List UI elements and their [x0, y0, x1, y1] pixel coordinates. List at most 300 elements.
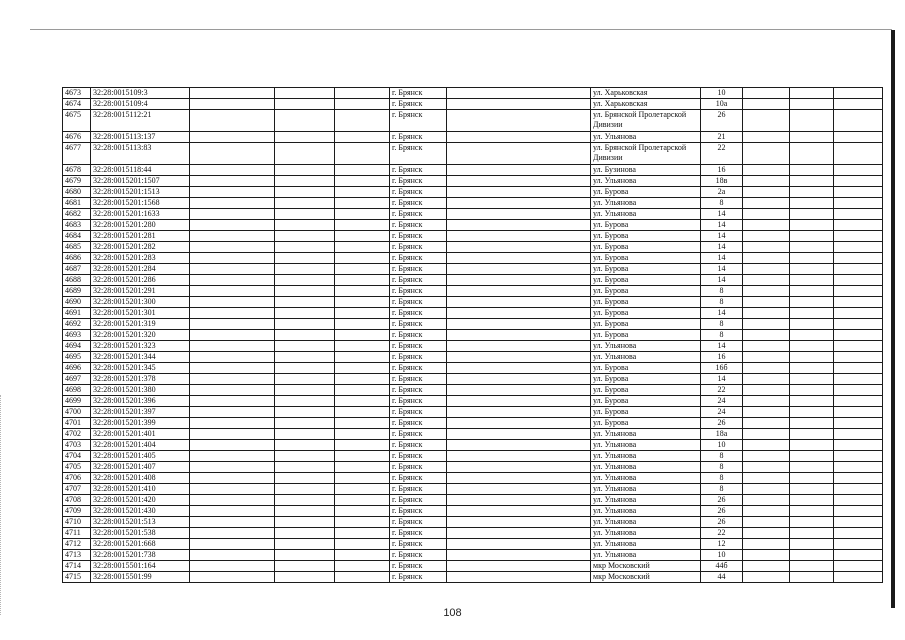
empty-cell — [190, 484, 275, 495]
empty-cell — [790, 528, 834, 539]
row-number-cell: 4713 — [63, 550, 91, 561]
cadastral-number-cell: 32:28:0015201:282 — [91, 242, 190, 253]
empty-cell — [275, 539, 335, 550]
empty-cell — [447, 99, 591, 110]
empty-cell — [190, 451, 275, 462]
empty-cell — [834, 187, 883, 198]
city-cell: г. Брянск — [390, 495, 447, 506]
empty-cell — [447, 165, 591, 176]
city-cell: г. Брянск — [390, 484, 447, 495]
street-cell: ул. Брянской Пролетарской Дивизии — [591, 143, 701, 165]
empty-cell — [743, 495, 790, 506]
street-cell: ул. Бурова — [591, 407, 701, 418]
empty-cell — [743, 165, 790, 176]
street-cell: ул. Ульянова — [591, 517, 701, 528]
empty-cell — [447, 451, 591, 462]
empty-cell — [790, 374, 834, 385]
street-cell: ул. Ульянова — [591, 352, 701, 363]
empty-cell — [743, 308, 790, 319]
table-row — [63, 484, 883, 495]
table-row — [63, 429, 883, 440]
page-number: 108 — [443, 607, 462, 619]
empty-cell — [190, 517, 275, 528]
empty-cell — [790, 143, 834, 165]
empty-cell — [335, 242, 390, 253]
empty-cell — [790, 561, 834, 572]
street-cell: мкр Московский — [591, 561, 701, 572]
row-number-cell: 4691 — [63, 308, 91, 319]
empty-cell — [447, 231, 591, 242]
empty-cell — [447, 286, 591, 297]
street-cell: ул. Ульянова — [591, 176, 701, 187]
house-number-cell: 24 — [701, 396, 743, 407]
street-cell: ул. Бурова — [591, 418, 701, 429]
empty-cell — [743, 385, 790, 396]
street-cell: ул. Бурова — [591, 374, 701, 385]
house-number-cell: 14 — [701, 264, 743, 275]
empty-cell — [275, 572, 335, 583]
empty-cell — [190, 132, 275, 143]
empty-cell — [275, 231, 335, 242]
house-number-cell: 26 — [701, 495, 743, 506]
empty-cell — [447, 418, 591, 429]
table-row — [63, 495, 883, 506]
empty-cell — [834, 440, 883, 451]
house-number-cell: 14 — [701, 242, 743, 253]
cadastral-number-cell: 32:28:0015201:319 — [91, 319, 190, 330]
house-number-cell: 8 — [701, 484, 743, 495]
table-row — [63, 341, 883, 352]
city-cell: г. Брянск — [390, 275, 447, 286]
empty-cell — [790, 275, 834, 286]
row-number-cell: 4689 — [63, 286, 91, 297]
table-row — [63, 308, 883, 319]
empty-cell — [790, 319, 834, 330]
empty-cell — [335, 99, 390, 110]
empty-cell — [190, 462, 275, 473]
empty-cell — [275, 385, 335, 396]
empty-cell — [190, 407, 275, 418]
empty-cell — [447, 363, 591, 374]
cadastral-number-cell: 32:28:0015201:407 — [91, 462, 190, 473]
table-row — [63, 462, 883, 473]
house-number-cell: 22 — [701, 385, 743, 396]
house-number-cell: 26 — [701, 506, 743, 517]
empty-cell — [834, 363, 883, 374]
cadastral-number-cell: 32:28:0015501:164 — [91, 561, 190, 572]
cadastral-number-cell: 32:28:0015201:378 — [91, 374, 190, 385]
table-row — [63, 253, 883, 264]
cadastral-number-cell: 32:28:0015201:345 — [91, 363, 190, 374]
empty-cell — [335, 462, 390, 473]
empty-cell — [790, 330, 834, 341]
city-cell: г. Брянск — [390, 374, 447, 385]
empty-cell — [834, 297, 883, 308]
street-cell: мкр Московский — [591, 572, 701, 583]
table-row — [63, 352, 883, 363]
street-cell: ул. Бурова — [591, 363, 701, 374]
city-cell: г. Брянск — [390, 429, 447, 440]
empty-cell — [834, 330, 883, 341]
table-row — [63, 506, 883, 517]
row-number-cell: 4706 — [63, 473, 91, 484]
house-number-cell: 12 — [701, 539, 743, 550]
empty-cell — [834, 165, 883, 176]
empty-cell — [447, 561, 591, 572]
empty-cell — [275, 297, 335, 308]
empty-cell — [743, 341, 790, 352]
city-cell: г. Брянск — [390, 462, 447, 473]
house-number-cell: 10 — [701, 88, 743, 99]
house-number-cell: 14 — [701, 341, 743, 352]
empty-cell — [743, 374, 790, 385]
empty-cell — [790, 473, 834, 484]
empty-cell — [190, 429, 275, 440]
street-cell: ул. Ульянова — [591, 341, 701, 352]
city-cell: г. Брянск — [390, 528, 447, 539]
empty-cell — [190, 264, 275, 275]
city-cell: г. Брянск — [390, 308, 447, 319]
empty-cell — [190, 440, 275, 451]
empty-cell — [335, 374, 390, 385]
empty-cell — [190, 308, 275, 319]
empty-cell — [190, 220, 275, 231]
empty-cell — [190, 319, 275, 330]
empty-cell — [447, 88, 591, 99]
empty-cell — [743, 275, 790, 286]
street-cell: ул. Бурова — [591, 264, 701, 275]
empty-cell — [335, 253, 390, 264]
cadastral-number-cell: 32:28:0015201:399 — [91, 418, 190, 429]
empty-cell — [790, 198, 834, 209]
empty-cell — [335, 561, 390, 572]
empty-cell — [743, 198, 790, 209]
empty-cell — [335, 308, 390, 319]
table-row — [63, 110, 883, 132]
empty-cell — [275, 407, 335, 418]
row-number-cell: 4700 — [63, 407, 91, 418]
row-number-cell: 4687 — [63, 264, 91, 275]
house-number-cell: 10а — [701, 99, 743, 110]
empty-cell — [790, 341, 834, 352]
empty-cell — [743, 528, 790, 539]
street-cell: ул. Ульянова — [591, 462, 701, 473]
empty-cell — [275, 198, 335, 209]
empty-cell — [834, 506, 883, 517]
cadastral-number-cell: 32:28:0015109:3 — [91, 88, 190, 99]
empty-cell — [275, 352, 335, 363]
empty-cell — [790, 286, 834, 297]
row-number-cell: 4710 — [63, 517, 91, 528]
table-row — [63, 132, 883, 143]
empty-cell — [743, 462, 790, 473]
house-number-cell: 44 — [701, 572, 743, 583]
empty-cell — [190, 143, 275, 165]
empty-cell — [335, 110, 390, 132]
empty-cell — [743, 440, 790, 451]
row-number-cell: 4705 — [63, 462, 91, 473]
row-number-cell: 4715 — [63, 572, 91, 583]
house-number-cell: 14 — [701, 308, 743, 319]
street-cell: ул. Бурова — [591, 220, 701, 231]
empty-cell — [834, 264, 883, 275]
empty-cell — [190, 209, 275, 220]
street-cell: ул. Бурова — [591, 286, 701, 297]
empty-cell — [834, 561, 883, 572]
house-number-cell: 10 — [701, 440, 743, 451]
empty-cell — [335, 440, 390, 451]
house-number-cell: 26 — [701, 517, 743, 528]
cadastral-number-cell: 32:28:0015201:301 — [91, 308, 190, 319]
empty-cell — [743, 110, 790, 132]
street-cell: ул. Ульянова — [591, 495, 701, 506]
table-row — [63, 143, 883, 165]
empty-cell — [834, 143, 883, 165]
house-number-cell: 14 — [701, 253, 743, 264]
cadastral-number-cell: 32:28:0015201:420 — [91, 495, 190, 506]
empty-cell — [790, 253, 834, 264]
row-number-cell: 4711 — [63, 528, 91, 539]
empty-cell — [743, 330, 790, 341]
table-row — [63, 176, 883, 187]
row-number-cell: 4708 — [63, 495, 91, 506]
empty-cell — [790, 506, 834, 517]
cadastral-number-cell: 32:28:0015201:291 — [91, 286, 190, 297]
empty-cell — [834, 286, 883, 297]
empty-cell — [275, 429, 335, 440]
empty-cell — [447, 495, 591, 506]
empty-cell — [275, 242, 335, 253]
city-cell: г. Брянск — [390, 407, 447, 418]
cadastral-number-cell: 32:28:0015201:1513 — [91, 187, 190, 198]
empty-cell — [834, 572, 883, 583]
cadastral-number-cell: 32:28:0015501:99 — [91, 572, 190, 583]
empty-cell — [834, 407, 883, 418]
empty-cell — [834, 352, 883, 363]
cadastral-number-cell: 32:28:0015201:401 — [91, 429, 190, 440]
empty-cell — [335, 528, 390, 539]
cadastral-number-cell: 32:28:0015201:396 — [91, 396, 190, 407]
cadastral-number-cell: 32:28:0015113:137 — [91, 132, 190, 143]
empty-cell — [190, 110, 275, 132]
empty-cell — [275, 88, 335, 99]
city-cell: г. Брянск — [390, 440, 447, 451]
cadastral-number-cell: 32:28:0015109:4 — [91, 99, 190, 110]
cadastral-number-cell: 32:28:0015113:83 — [91, 143, 190, 165]
empty-cell — [743, 451, 790, 462]
house-number-cell: 2а — [701, 187, 743, 198]
table-row — [63, 330, 883, 341]
cadastral-number-cell: 32:28:0015112:21 — [91, 110, 190, 132]
empty-cell — [275, 187, 335, 198]
row-number-cell: 4681 — [63, 198, 91, 209]
empty-cell — [790, 220, 834, 231]
empty-cell — [834, 396, 883, 407]
empty-cell — [190, 418, 275, 429]
empty-cell — [190, 231, 275, 242]
empty-cell — [834, 209, 883, 220]
empty-cell — [447, 484, 591, 495]
street-cell: ул. Ульянова — [591, 198, 701, 209]
empty-cell — [190, 176, 275, 187]
empty-cell — [790, 495, 834, 506]
empty-cell — [790, 132, 834, 143]
empty-cell — [743, 132, 790, 143]
city-cell: г. Брянск — [390, 418, 447, 429]
row-number-cell: 4712 — [63, 539, 91, 550]
row-number-cell: 4704 — [63, 451, 91, 462]
empty-cell — [834, 550, 883, 561]
empty-cell — [335, 429, 390, 440]
empty-cell — [335, 484, 390, 495]
cadastral-number-cell: 32:28:0015201:323 — [91, 341, 190, 352]
city-cell: г. Брянск — [390, 451, 447, 462]
empty-cell — [275, 506, 335, 517]
city-cell: г. Брянск — [390, 242, 447, 253]
empty-cell — [190, 165, 275, 176]
empty-cell — [790, 429, 834, 440]
table-row — [63, 275, 883, 286]
empty-cell — [790, 99, 834, 110]
empty-cell — [743, 517, 790, 528]
empty-cell — [790, 110, 834, 132]
empty-cell — [335, 396, 390, 407]
street-cell: ул. Бурова — [591, 297, 701, 308]
street-cell: ул. Бурова — [591, 231, 701, 242]
empty-cell — [335, 572, 390, 583]
empty-cell — [275, 462, 335, 473]
empty-cell — [275, 176, 335, 187]
table-row — [63, 165, 883, 176]
empty-cell — [790, 209, 834, 220]
cadastral-number-cell: 32:28:0015201:538 — [91, 528, 190, 539]
empty-cell — [275, 374, 335, 385]
street-cell: ул. Ульянова — [591, 484, 701, 495]
city-cell: г. Брянск — [390, 341, 447, 352]
empty-cell — [190, 187, 275, 198]
empty-cell — [447, 132, 591, 143]
empty-cell — [335, 363, 390, 374]
empty-cell — [335, 550, 390, 561]
row-number-cell: 4688 — [63, 275, 91, 286]
empty-cell — [190, 198, 275, 209]
house-number-cell: 18в — [701, 176, 743, 187]
empty-cell — [743, 231, 790, 242]
street-cell: ул. Ульянова — [591, 429, 701, 440]
row-number-cell: 4685 — [63, 242, 91, 253]
empty-cell — [447, 187, 591, 198]
empty-cell — [335, 176, 390, 187]
empty-cell — [335, 132, 390, 143]
empty-cell — [743, 187, 790, 198]
cadastral-number-cell: 32:28:0015201:668 — [91, 539, 190, 550]
empty-cell — [335, 264, 390, 275]
row-number-cell: 4714 — [63, 561, 91, 572]
empty-cell — [275, 99, 335, 110]
empty-cell — [335, 407, 390, 418]
city-cell: г. Брянск — [390, 396, 447, 407]
empty-cell — [275, 275, 335, 286]
house-number-cell: 22 — [701, 528, 743, 539]
empty-cell — [834, 517, 883, 528]
table-row — [63, 209, 883, 220]
empty-cell — [834, 495, 883, 506]
row-number-cell: 4686 — [63, 253, 91, 264]
empty-cell — [335, 451, 390, 462]
row-number-cell: 4692 — [63, 319, 91, 330]
empty-cell — [275, 396, 335, 407]
empty-cell — [275, 528, 335, 539]
empty-cell — [335, 198, 390, 209]
house-number-cell: 14 — [701, 209, 743, 220]
cadastral-number-cell: 32:28:0015201:286 — [91, 275, 190, 286]
table-row — [63, 418, 883, 429]
empty-cell — [790, 363, 834, 374]
empty-cell — [743, 297, 790, 308]
house-number-cell: 16б — [701, 363, 743, 374]
empty-cell — [447, 341, 591, 352]
empty-cell — [335, 517, 390, 528]
row-number-cell: 4707 — [63, 484, 91, 495]
empty-cell — [335, 495, 390, 506]
empty-cell — [743, 176, 790, 187]
empty-cell — [447, 407, 591, 418]
empty-cell — [834, 319, 883, 330]
city-cell: г. Брянск — [390, 550, 447, 561]
scan-right-edge — [891, 30, 895, 608]
city-cell: г. Брянск — [390, 286, 447, 297]
house-number-cell: 8 — [701, 286, 743, 297]
empty-cell — [790, 550, 834, 561]
row-number-cell: 4696 — [63, 363, 91, 374]
city-cell: г. Брянск — [390, 110, 447, 132]
table-row — [63, 517, 883, 528]
street-cell: ул. Бурова — [591, 308, 701, 319]
cadastral-number-cell: 32:28:0015201:284 — [91, 264, 190, 275]
house-number-cell: 16 — [701, 165, 743, 176]
row-number-cell: 4694 — [63, 341, 91, 352]
empty-cell — [335, 341, 390, 352]
table-row — [63, 539, 883, 550]
cadastral-number-cell: 32:28:0015201:281 — [91, 231, 190, 242]
table-row — [63, 473, 883, 484]
street-cell: ул. Ульянова — [591, 528, 701, 539]
table-row — [63, 286, 883, 297]
empty-cell — [190, 363, 275, 374]
row-number-cell: 4682 — [63, 209, 91, 220]
empty-cell — [190, 539, 275, 550]
table-row — [63, 407, 883, 418]
empty-cell — [743, 253, 790, 264]
empty-cell — [447, 550, 591, 561]
empty-cell — [447, 264, 591, 275]
cadastral-number-cell: 32:28:0015201:1633 — [91, 209, 190, 220]
empty-cell — [743, 539, 790, 550]
row-number-cell: 4699 — [63, 396, 91, 407]
city-cell: г. Брянск — [390, 363, 447, 374]
empty-cell — [743, 220, 790, 231]
table-row — [63, 198, 883, 209]
row-number-cell: 4698 — [63, 385, 91, 396]
empty-cell — [790, 165, 834, 176]
empty-cell — [743, 99, 790, 110]
empty-cell — [743, 429, 790, 440]
house-number-cell: 8 — [701, 330, 743, 341]
empty-cell — [790, 539, 834, 550]
street-cell: ул. Брянской Пролетарской Дивизии — [591, 110, 701, 132]
empty-cell — [190, 352, 275, 363]
empty-cell — [275, 220, 335, 231]
